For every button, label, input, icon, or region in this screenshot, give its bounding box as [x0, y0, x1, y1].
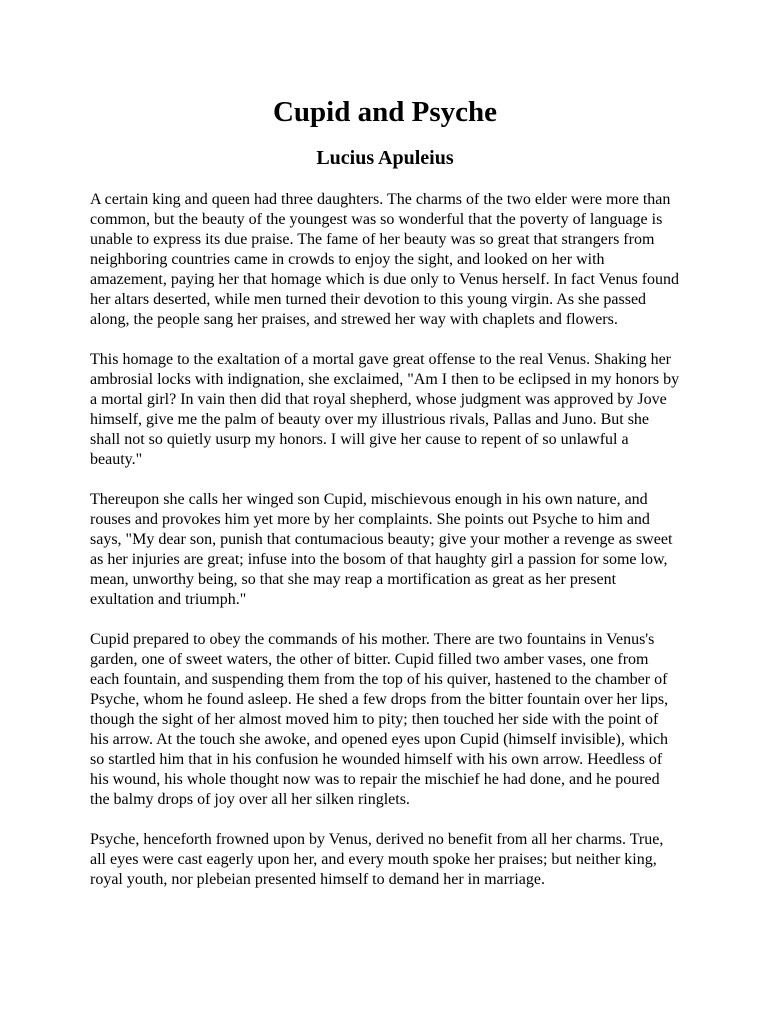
document-page [90, 92, 680, 910]
paragraph-2: This homage to the exaltation of a mortal gave great offense to the real Venus. Shaking her ambrosial locks with indignation, she exclaimed, "Am I then to be eclipsed in my honors by a mortal girl? In vain then did that royal shepherd, whose judgment was approved by Jove himself, give me the palm of beauty over my illustrious rivals, Pallas and Juno. But she shall not so quietly usurp my honors. I will give her cause to repent of so unlawful a beauty." [90, 351, 680, 468]
paragraph-4: Cupid prepared to obey the commands of his mother. There are two fountains in Venus's garden, one of sweet waters, the other of bitter. Cupid filled two amber vases, one from each fountain, and suspending them from the top of his quiver, hastened to the chamber of Psyche, whom he found asleep. He shed a few drops from the bitter fountain over her lips, though the sight of her almost moved him to pity; then touched her side with the point of his arrow. At the touch she awoke, and opened eyes upon Cupid (himself invisible), which so startled him that in his confusion he wounded himself with his own arrow. Heedless of his wound, his whole thought now was to repair the mischief he had done, and he poured the balmy drops of joy over all her silken ringlets. [90, 631, 669, 808]
document-body [90, 190, 680, 890]
paragraph-3: Thereupon she calls her winged son Cupid, mischievous enough in his own nature, and rouses and provokes him yet more by her complaints. She points out Psyche to him and says, "My dear son, punish that contumacious beauty; give your mother a revenge as sweet as her injuries are great; infuse into the bosom of that haughty girl a passion for some low, mean, unworthy being, so that she may reap a mortification as great as her present exultation and triumph." [90, 491, 673, 608]
paragraph-5: Psyche, henceforth frowned upon by Venus, derived no benefit from all her charms. True, all eyes were cast eagerly upon her, and every mouth spoke her praises; but neither king, royal youth, nor plebeian presented himself to demand her in marriage. [90, 831, 664, 888]
document-author: Lucius Apuleius [316, 147, 454, 169]
document-title: Cupid and Psyche [272, 96, 497, 128]
paragraph-1: A certain king and queen had three daughters. The charms of the two elder were more than common, but the beauty of the youngest was so wonderful that the poverty of language is unable to express its due praise. The fame of her beauty was so great that strangers from neighboring countries came in crowds to enjoy the sight, and looked on her with amazement, paying her that homage which is due only to Venus herself. In fact Venus found her altars deserted, while men turned their devotion to this young virgin. As she passed along, the people sang her praises, and strewed her way with chaplets and flowers. [90, 191, 680, 328]
